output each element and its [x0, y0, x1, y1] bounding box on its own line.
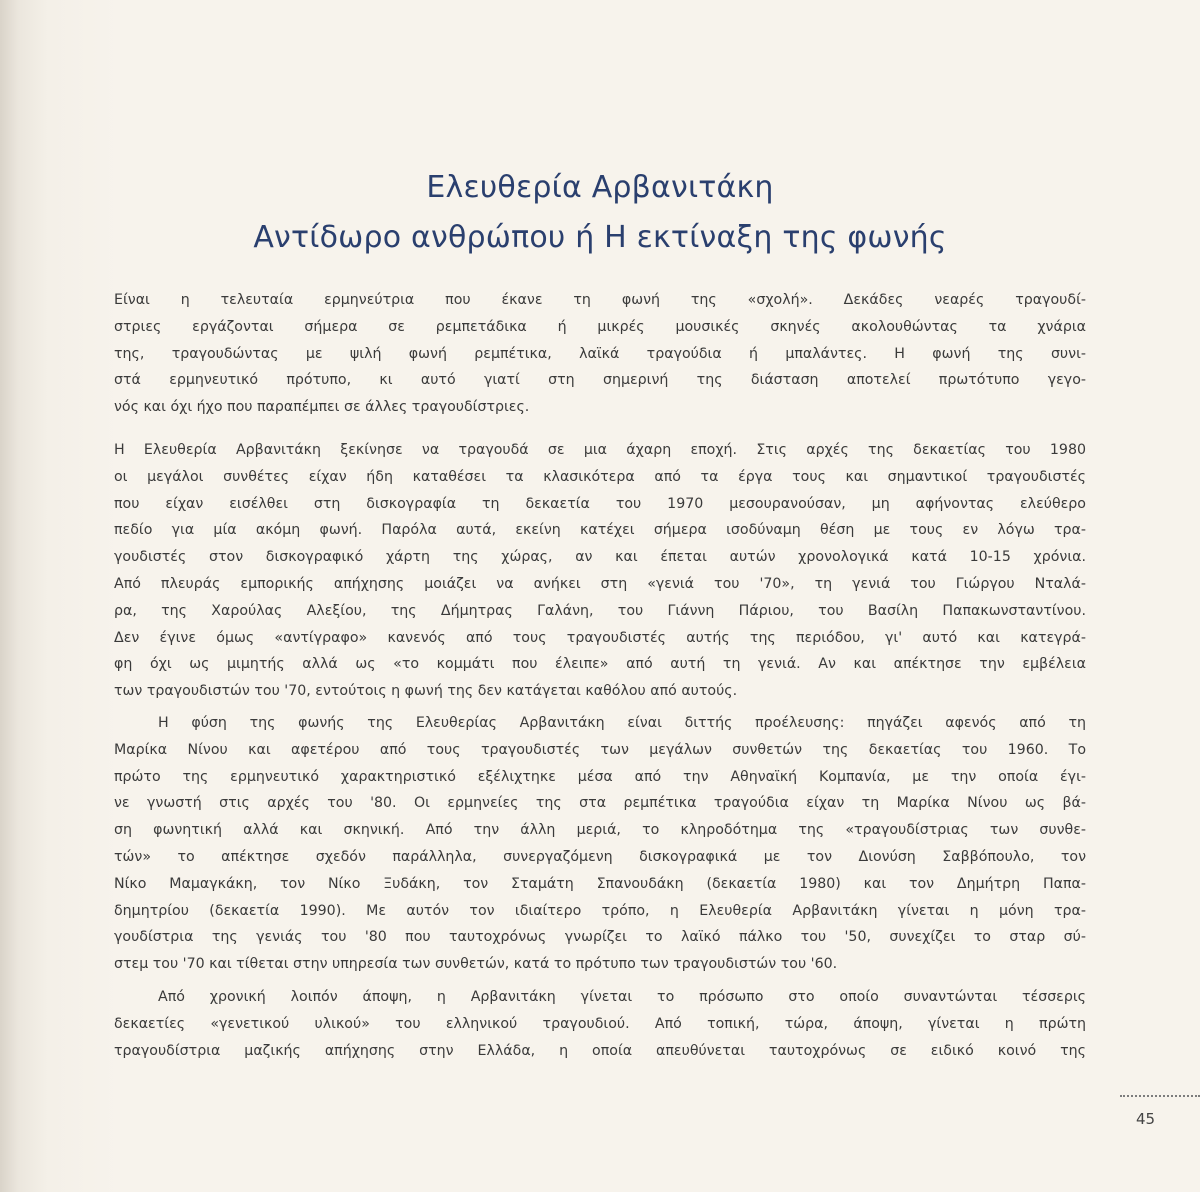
text-line: τραγουδίστρια μαζικής απήχησης στην Ελλάδα, η οποία απευθύνεται ταυτοχρόνως σε ειδικό κοινό της	[114, 1042, 1086, 1059]
text-line: οι μεγάλοι συνθέτες είχαν ήδη καταθέσει τα κλασικότερα από τα έργα τους και σημαντικοί τραγουδιστές	[114, 468, 1086, 485]
text-line: Η Ελευθερία Αρβανιτάκη ξεκίνησε να τραγουδά σε μια άχαρη εποχή. Στις αρχές της δεκαετίας του 1980	[114, 442, 1086, 458]
text-line: φη όχι ως μιμητής αλλά ως «το κομμάτι που έλειπε» από αυτή τη γενιά. Αν και απέκτησε την εμβέλεια	[114, 656, 1086, 673]
text-line: πεδίο για μία ακόμη φωνή. Παρόλα αυτά, εκείνη κατέχει σήμερα ισοδύναμη θέση με τους εν λόγω τρα-	[114, 522, 1086, 539]
paragraph-3	[114, 710, 1086, 978]
dotted-rule	[1120, 1095, 1200, 1099]
page-number: 45	[1136, 1110, 1156, 1128]
text-line: τών» το απέκτησε σχεδόν παράλληλα, συνεργαζόμενη δισκογραφικά με τον Διονύση Σαββόπουλο, τον	[114, 848, 1086, 865]
paragraph-2	[114, 437, 1086, 705]
text-line: Νίκο Μαμαγκάκη, τον Νίκο Ξυδάκη, τον Σταμάτη Σπανουδάκη (δεκαετία 1980) και τον Δημήτρη Παπα-	[114, 875, 1086, 892]
text-line: Από πλευράς εμπορικής απήχησης μοιάζει να ανήκει στη «γενιά του '70», τη γενιά του Γιώργου Νταλά-	[114, 575, 1086, 592]
paragraph-4	[114, 984, 1086, 1064]
text-line: Η φύση της φωνής της Ελευθερίας Αρβανιτάκη είναι διττής προέλευσης: πηγάζει αφενός από τη	[158, 715, 1086, 731]
text-line: στεμ του '70 και τίθεται στην υπηρεσία των συνθετών, κατά το πρότυπο των τραγουδιστών του '60.	[114, 956, 838, 973]
text-line: νός και όχι ήχο που παραπέμπει σε άλλες τραγουδίστριες.	[114, 399, 530, 416]
article-subtitle: Αντίδωρο ανθρώπου ή Η εκτίναξη της φωνής	[253, 220, 947, 255]
text-line: δημητρίου (δεκαετία 1990). Με αυτόν τον ιδιαίτερο τρόπο, η Ελευθερία Αρβανιτάκη γίνεται η μόνη τρα-	[114, 902, 1086, 919]
text-line: των τραγουδιστών του '70, εντούτοις η φωνή της δεν κατάγεται καθόλου από αυτούς.	[114, 683, 738, 700]
text-line: πρώτο της ερμηνευτικό χαρακτηριστικό εξέλιχτηκε μέσα από την Αθηναϊκή Κομπανία, με την οποία έγι-	[114, 768, 1086, 785]
text-line: της, τραγουδώντας με ψιλή φωνή ρεμπέτικα, λαϊκά τραγούδια ή μπαλάντες. Η φωνή της συνι-	[114, 345, 1086, 362]
text-line: Από χρονική λοιπόν άποψη, η Αρβανιτάκη γίνεται το πρόσωπο στο οποίο συναντώνται τέσσερις	[158, 989, 1086, 1005]
text-line: ση φωνητική αλλά και σκηνική. Από την άλλη μεριά, το κληροδότημα της «τραγουδίστριας των συνθε-	[114, 822, 1086, 839]
paragraph-1	[114, 287, 1086, 421]
text-line: Μαρίκα Νίνου και αφετέρου από τους τραγουδιστές των μεγάλων συνθετών της δεκαετίας του 1960. Το	[114, 741, 1086, 758]
text-line: Δεν έγινε όμως «αντίγραφο» κανενός από τους τραγουδιστές αυτής της περιόδου, γι' αυτό και κατεγρά-	[114, 629, 1086, 646]
text-line: γουδιστές στον δισκογραφικό χάρτη της χώρας, αν και έπεται αυτών χρονολογικά κατά 10-15 χρόνια.	[114, 549, 1086, 566]
text-line: ρα, της Χαρούλας Αλεξίου, της Δήμητρας Γαλάνη, του Γιάννη Πάριου, του Βασίλη Παπακωνσταντίνου.	[114, 602, 1086, 619]
text-line: γουδίστρια της γενιάς του '80 που ταυτοχρόνως γνωρίζει το λαϊκό πάλκο του '50, συνεχίζει το σταρ σύ-	[114, 929, 1086, 946]
text-line: στά ερμηνευτικό πρότυπο, κι αυτό γιατί στη σημερινή της διάσταση αποτελεί πρωτότυπο γεγο-	[114, 372, 1086, 389]
text-line: στριες εργάζονται σήμερα σε ρεμπετάδικα ή μικρές μουσικές σκηνές ακολουθώντας τα χνάρια	[114, 318, 1086, 335]
text-line: που είχαν εισέλθει στη δισκογραφία τη δεκαετία του 1970 μεσουρανούσαν, μη αφήνοντας ελεύθερο	[114, 495, 1086, 512]
text-line: νε γνωστή στις αρχές του '80. Οι ερμηνείες της στα ρεμπέτικα τραγούδια είχαν τη Μαρίκα Νίνου ως βά-	[114, 795, 1086, 812]
article-title: Ελευθερία Αρβανιτάκη	[426, 170, 774, 205]
text-line: δεκαετίες «γενετικού υλικού» του ελληνικού τραγουδιού. Από τοπική, τώρα, άποψη, γίνεται η πρώτη	[114, 1015, 1086, 1032]
text-line: Είναι η τελευταία ερμηνεύτρια που έκανε τη φωνή της «σχολή». Δεκάδες νεαρές τραγουδί-	[114, 292, 1086, 308]
